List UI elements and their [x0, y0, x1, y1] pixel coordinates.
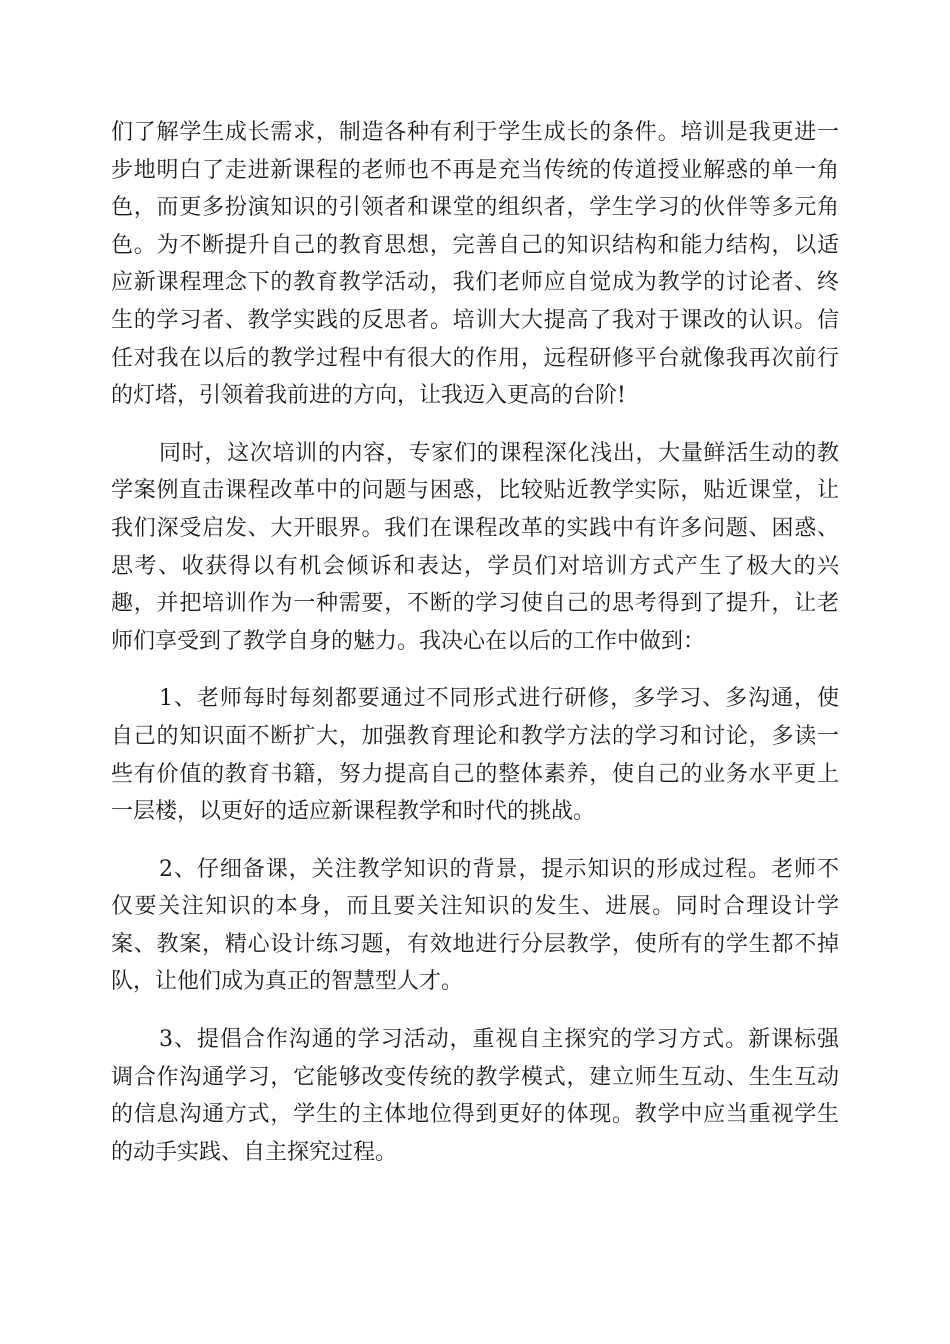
text-line: 趣，并把培训作为一种需要，不断的学习使自己的思考得到了提升，让老	[111, 591, 839, 617]
text-line: 的灯塔，引领着我前进的方向，让我迈入更高的台阶!	[111, 383, 626, 409]
text-line: 任对我在以后的教学过程中有很大的作用，远程研修平台就像我再次前行	[111, 345, 839, 371]
text-line: 的信息沟通方式，学生的主体地位得到更好的体现。教学中应当重视学生	[111, 1102, 839, 1128]
text-line: 师们享受到了教学自身的魅力。我决心在以后的工作中做到：	[111, 628, 706, 654]
text-line: 的动手实践、自主探究过程。	[111, 1139, 398, 1165]
text-line: 同时，这次培训的内容，专家们的课程深化浅出，大量鲜活生动的教	[159, 440, 839, 466]
text-line: 们了解学生成长需求，制造各种有利于学生成长的条件。培训是我更进一	[111, 120, 839, 145]
text-line: 案、教案，精心设计练习题，有效地进行分层教学，使所有的学生都不掉	[111, 931, 839, 957]
text-line: 思考、收获得以有机会倾诉和表达，学员们对培训方式产生了极大的兴	[111, 553, 839, 579]
document-body	[111, 114, 839, 1171]
text-line: 仅要关注知识的本身，而且要关注知识的发生、进展。同时合理设计学	[111, 894, 839, 920]
text-line: 2、仔细备课，关注教学知识的背景，提示知识的形成过程。老师不	[159, 856, 839, 882]
text-line: 步地明白了走进新课程的老师也不再是充当传统的传道授业解惑的单一角	[111, 157, 839, 183]
text-line: 应新课程理念下的教育教学活动，我们老师应自觉成为教学的讨论者、终	[111, 270, 839, 296]
text-line: 调合作沟通学习，它能够改变传统的教学模式，建立师生互动、生生互动	[111, 1064, 839, 1090]
paragraph-3	[111, 680, 839, 830]
paragraph-2	[111, 435, 839, 661]
text-line: 一层楼，以更好的适应新课程教学和时代的挑战。	[111, 799, 596, 825]
paragraph-5	[111, 1021, 839, 1171]
text-line: 些有价值的教育书籍，努力提高自己的整体素养，使自己的业务水平更上	[111, 761, 839, 787]
text-line: 色。为不断提升自己的教育思想，完善自己的知识结构和能力结构，以适	[111, 232, 839, 258]
paragraph-4	[111, 851, 839, 1001]
paragraph-1	[111, 114, 839, 415]
text-line: 生的学习者、教学实践的反思者。培训大大提高了我对于课改的认识。信	[111, 307, 839, 333]
text-line: 自己的知识面不断扩大，加强教育理论和教学方法的学习和讨论，多读一	[111, 723, 839, 749]
text-line: 我们深受启发、大开眼界。我们在课程改革的实践中有许多问题、困惑、	[111, 515, 839, 541]
text-line: 3、提倡合作沟通的学习活动，重视自主探究的学习方式。新课标强	[159, 1027, 839, 1053]
text-line: 1、老师每时每刻都要通过不同形式进行研修，多学习、多沟通，使	[159, 686, 839, 712]
text-line: 色，而更多扮演知识的引领者和课堂的组织者，学生学习的伙伴等多元角	[111, 195, 839, 221]
text-line: 学案例直击课程改革中的问题与困惑，比较贴近教学实际，贴近课堂，让	[111, 478, 839, 504]
text-line: 队，让他们成为真正的智慧型人才。	[111, 969, 464, 995]
